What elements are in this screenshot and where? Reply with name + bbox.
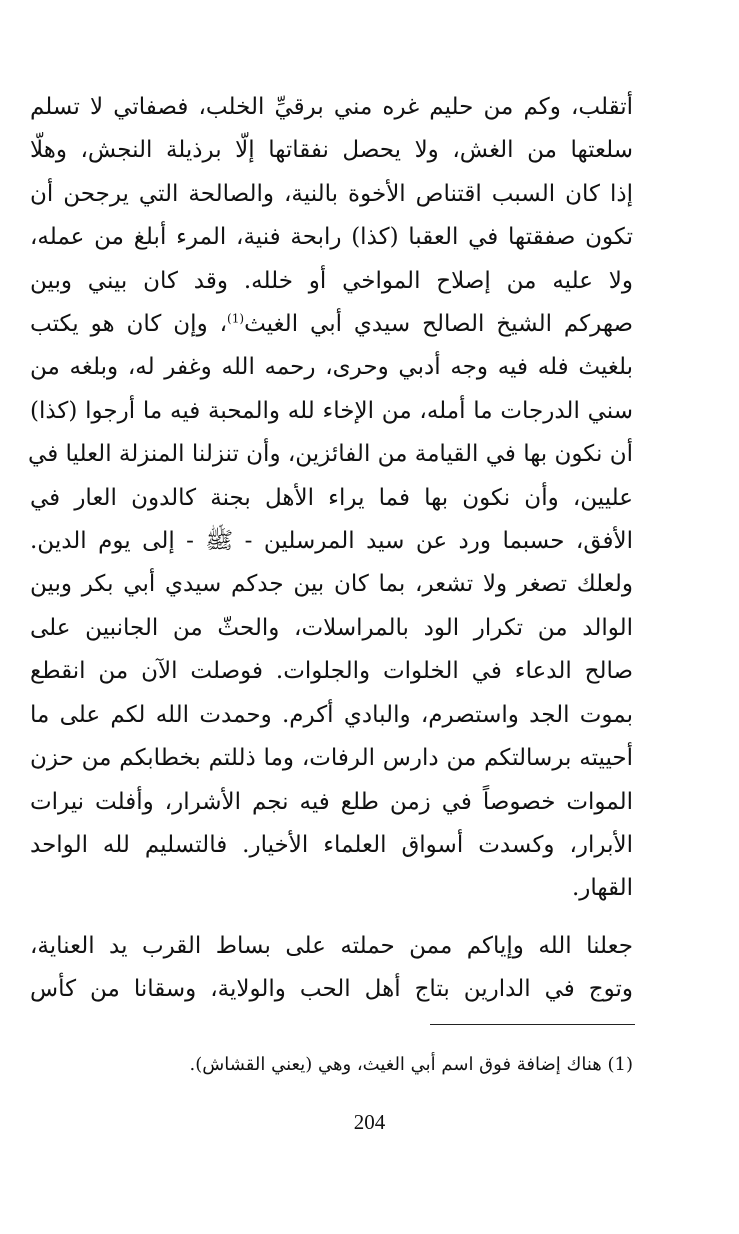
text-segment: ، وإن كان هو يكتب — [30, 311, 228, 338]
page-number: 204 — [353, 1110, 386, 1134]
footnote: (1) هناك إضافة فوق اسم أبي الغيث، وهي (يعني القشاش). — [189, 1054, 633, 1075]
text-line-with-footnote-ref — [30, 303, 633, 346]
text-line: تكون صفقتها في العقبا (كذا) رابحة فنية، المرء أبلغ من عمله، — [30, 224, 633, 251]
text-line: صالح الدعاء في الخلوات والجلوات. فوصلت الآن من انقطع — [30, 658, 633, 685]
text-line: سني الدرجات ما أمله، من الإخاء لله والمحبة فيه ما أرجوا (كذا) — [30, 397, 633, 424]
footnote-reference: (1) — [227, 311, 245, 326]
text-line: بموت الجد واستصرم، والبادي أكرم. وحمدت الله لكم على ما — [30, 701, 633, 728]
text-line: أتقلب، وكم من حليم غره مني برقيِّ الخلب، فصفاتي لا تسلم — [30, 94, 633, 120]
text-line: الموات خصوصاً في زمن طلع فيه نجم الأشرار، وأفلت نيرات — [30, 788, 633, 815]
text-line: وتوج في الدارين بتاج أهل الحب والولاية، وسقانا من كأس — [30, 976, 633, 1002]
text-line: ولا عليه من إصلاح المواخي أو خلله. وقد كان بيني وبين — [30, 267, 633, 294]
text-line: إذا كان السبب اقتناص الأخوة بالنية، والصالحة التي يرجحن أن — [30, 180, 633, 207]
text-line: الأبرار، وكسدت أسواق العلماء الأخيار. فالتسليم لله الواحد — [30, 831, 633, 858]
second-paragraph — [30, 925, 633, 1011]
text-line: ولعلك تصغر ولا تشعر، بما كان بين جدكم سيدي أبي بكر وبين — [30, 571, 633, 598]
text-line: الوالد من تكرار الود بالمراسلات، والحثّ من الجانبين على — [30, 614, 633, 641]
text-line: سلعتها من الغش، ولا يحصل نفقاتها إلّا برذيلة النجش، وهلّا — [30, 137, 633, 164]
footnote-divider — [430, 1024, 635, 1025]
text-line: القهار. — [571, 875, 633, 902]
text-line: الأفق، حسبما ورد عن سيد المرسلين - ﷺ - إلى يوم الدين. — [30, 528, 633, 555]
text-line: عليين، وأن نكون بها فما يراء الأهل بجنة كالدون العار في — [30, 484, 633, 511]
text-line: أن نكون بها في القيامة من الفائزين، وأن تنزلنا المنزلة العليا في — [28, 441, 633, 468]
main-paragraph — [30, 86, 633, 911]
text-line: بلغيث فله فيه وجه أدبي وحرى، رحمه الله وغفر له، وبلغه من — [30, 354, 633, 381]
text-segment: صهركم الشيخ الصالح سيدي أبي الغيث — [244, 311, 633, 338]
text-line: جعلنا الله وإياكم ممن حملته على بساط القرب يد العناية، — [30, 933, 633, 959]
text-line: أحييته برسالتكم من دارس الرفات، وما ذللتم بخطابكم من حزن — [30, 745, 633, 772]
